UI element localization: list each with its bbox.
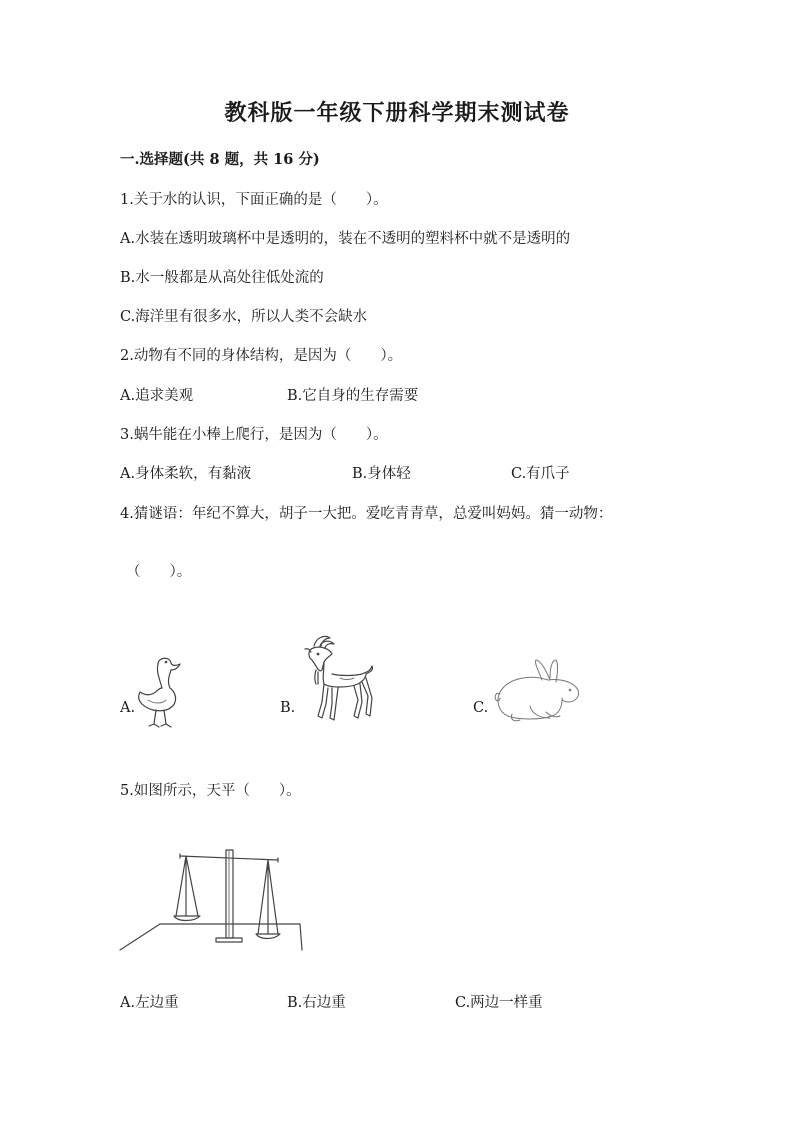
question-5-stem: 5.如图所示，天平（ ）。 xyxy=(120,783,301,799)
question-3-option-b[interactable]: B.身体轻 xyxy=(352,466,411,482)
rabbit-icon xyxy=(490,656,586,736)
section-heading: 一.选择题(共 8 题，共 16 分) xyxy=(120,151,320,168)
question-1-stem: 1.关于水的认识，下面正确的是（ ）。 xyxy=(120,192,388,208)
question-4-stem: 4.猜谜语：年纪不算大，胡子一大把。爱吃青青草，总爱叫妈妈。猜一动物： xyxy=(120,506,613,522)
question-2-option-b[interactable]: B.它自身的生存需要 xyxy=(287,388,419,404)
question-4-option-c[interactable]: C. xyxy=(473,700,489,716)
question-3-stem: 3.蜗牛能在小棒上爬行，是因为（ ）。 xyxy=(120,427,388,443)
page-title: 教科版一年级下册科学期末测试卷 xyxy=(224,100,570,126)
question-2-stem: 2.动物有不同的身体结构，是因为（ ）。 xyxy=(120,348,403,364)
question-4-option-b[interactable]: B. xyxy=(280,700,296,716)
question-1-option-b[interactable]: B.水一般都是从高处往低处流的 xyxy=(120,270,324,286)
question-1-option-a[interactable]: A.水装在透明玻璃杯中是透明的，装在不透明的塑料杯中就不是透明的 xyxy=(120,231,571,247)
duck-icon xyxy=(136,654,186,734)
question-4-option-a[interactable]: A. xyxy=(120,700,136,716)
question-3-option-c[interactable]: C.有爪子 xyxy=(511,466,570,482)
question-2-option-a[interactable]: A.追求美观 xyxy=(120,388,194,404)
question-4-blank: （ ）。 xyxy=(126,564,192,580)
question-3-option-a[interactable]: A.身体柔软，有黏液 xyxy=(120,466,252,482)
balance-scale-icon xyxy=(118,846,308,956)
goat-icon xyxy=(300,632,380,732)
question-5-option-b[interactable]: B.右边重 xyxy=(287,995,346,1011)
question-1-option-c[interactable]: C.海洋里有很多水，所以人类不会缺水 xyxy=(120,309,368,325)
question-5-option-c[interactable]: C.两边一样重 xyxy=(455,995,543,1011)
question-5-option-a[interactable]: A.左边重 xyxy=(120,995,179,1011)
